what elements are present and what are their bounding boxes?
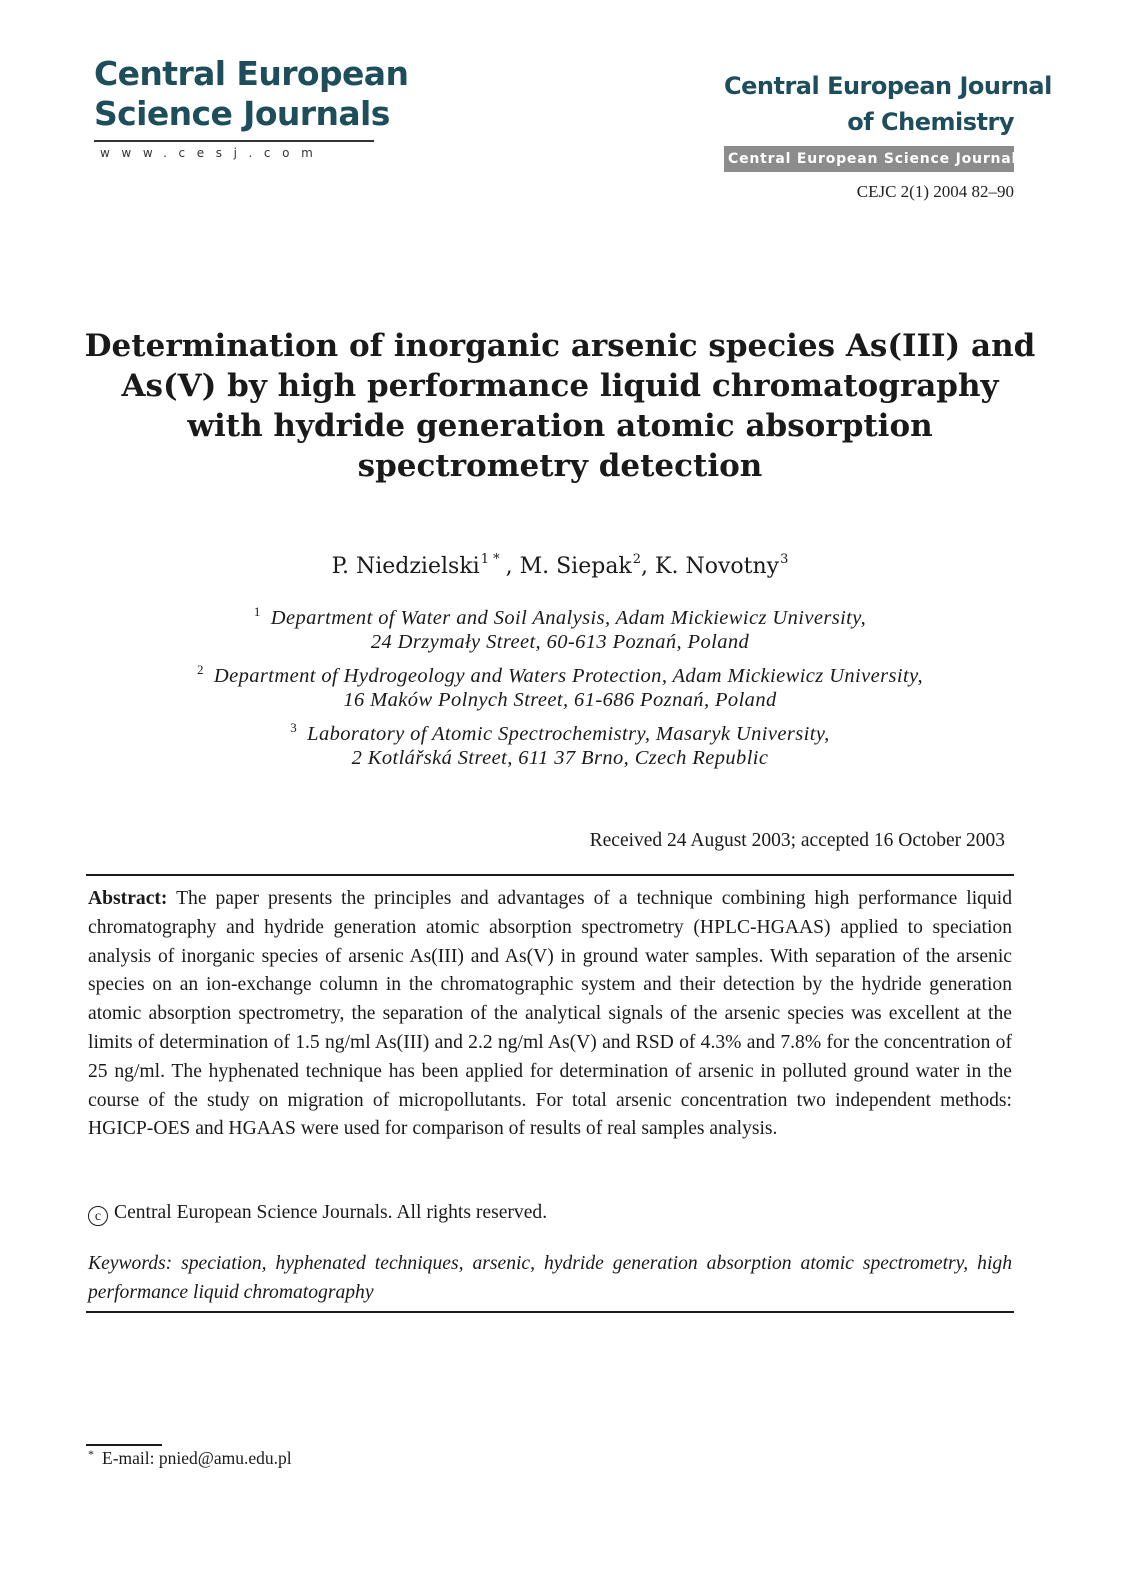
logo-rule	[94, 140, 374, 142]
keywords-bottom-rule	[86, 1311, 1014, 1313]
journal-reference: CEJC 2(1) 2004 82–90	[856, 182, 1014, 201]
affiliation-number: 1	[253, 604, 261, 619]
copyright-text: Central European Science Journals. All rights reserved.	[114, 1202, 548, 1223]
author-name: P. Niedzielski	[331, 554, 480, 579]
author-sup: 3	[780, 552, 789, 567]
affiliation-text: Department of Water and Soil Analysis, Adam Mickiewicz University,	[270, 607, 867, 629]
affiliation-3	[80, 716, 1040, 770]
affiliation-address: 24 Drzymały Street, 60-613 Poznań, Poland	[370, 631, 750, 653]
keywords: Keywords: speciation, hyphenated techniques, arsenic, hydride generation absorption atomic spectrometry, high performance liquid chromatography	[88, 1253, 1012, 1303]
footnote-rule	[86, 1444, 162, 1446]
abstract-label: Abstract:	[88, 888, 168, 909]
journal-publisher-bar: Central European Science Journals	[724, 146, 1014, 172]
author-separator: ,	[505, 554, 520, 579]
abstract-text: The paper presents the principles and advantages of a technique combining high performance liquid chromatography and hydride generation atomic absorption spectrometry (HPLC-HGAAS) applied to speciation analysis of inorganic species of arsenic As(III) and As(V) in ground water samples. With separation of the arsenic species on an ion-exchange column in the chromatographic system and their detection by the hydride generation atomic absorption spectrometry, the separation of the analytical signals of the arsenic species was excellent at the limits of determination of 1.5 ng/ml As(III) and 2.2 ng/ml As(V) and RSD of 4.3% and 7.8% for the concentration of 25 ng/ml. The hyphenated technique has been applied for determination of arsenic in polluted ground water in the course of the study on migration of micropollutants. For total arsenic concentration two independent methods: HGICP-OES and HGAAS were used for comparison of results of real samples analysis.	[88, 888, 1013, 1140]
affiliation-text: Laboratory of Atomic Spectrochemistry, Masaryk University,	[307, 723, 830, 745]
author-name: M. Siepak	[519, 554, 632, 579]
footnote-marker: *	[88, 1447, 94, 1461]
abstract	[88, 885, 1012, 1144]
author-sup: 2	[632, 552, 642, 567]
journal-name-line1: Central European Journal	[724, 72, 1052, 100]
affiliation-line	[80, 600, 1040, 630]
affiliation-address: 16 Maków Polnych Street, 61-686 Poznań, Poland	[343, 689, 777, 711]
author-list	[80, 545, 1040, 582]
affiliation-line	[80, 658, 1040, 688]
affiliation-1	[80, 600, 1040, 654]
affiliation-line	[80, 716, 1040, 746]
affiliation-number: 3	[290, 720, 298, 735]
footnote	[88, 1447, 292, 1469]
abstract-top-rule	[86, 874, 1014, 876]
affiliation-number: 2	[197, 662, 204, 677]
footnote-email: E-mail: pnied@amu.edu.pl	[102, 1448, 292, 1468]
affiliation-text: Department of Hydrogeology and Waters Protection, Adam Mickiewicz University,	[213, 665, 923, 687]
publisher-logo	[94, 54, 409, 160]
author-sup: 1 *	[480, 552, 500, 567]
publisher-logo-line2: Science Journals	[94, 94, 390, 133]
journal-name-line2: of Chemistry	[847, 108, 1014, 136]
journal-header	[724, 68, 1052, 202]
paper-title: Determination of inorganic arsenic species As(III) and As(V) by high performance liquid chromatography with hydride generation atomic absorption spectrometry detection	[84, 328, 1036, 484]
author-name: K. Novotny	[655, 554, 780, 579]
received-dates: Received 24 August 2003; accepted 16 October 2003	[589, 830, 1005, 851]
copyright-line	[88, 1199, 1012, 1228]
author-separator: ,	[641, 554, 656, 579]
affiliation-2	[80, 658, 1040, 712]
publisher-logo-line1: Central European	[94, 54, 409, 93]
affiliation-address: 2 Kotlářská Street, 611 37 Brno, Czech Republic	[351, 747, 769, 769]
publisher-url: www.cesj.com	[100, 146, 325, 160]
copyright-icon: c	[88, 1206, 108, 1226]
